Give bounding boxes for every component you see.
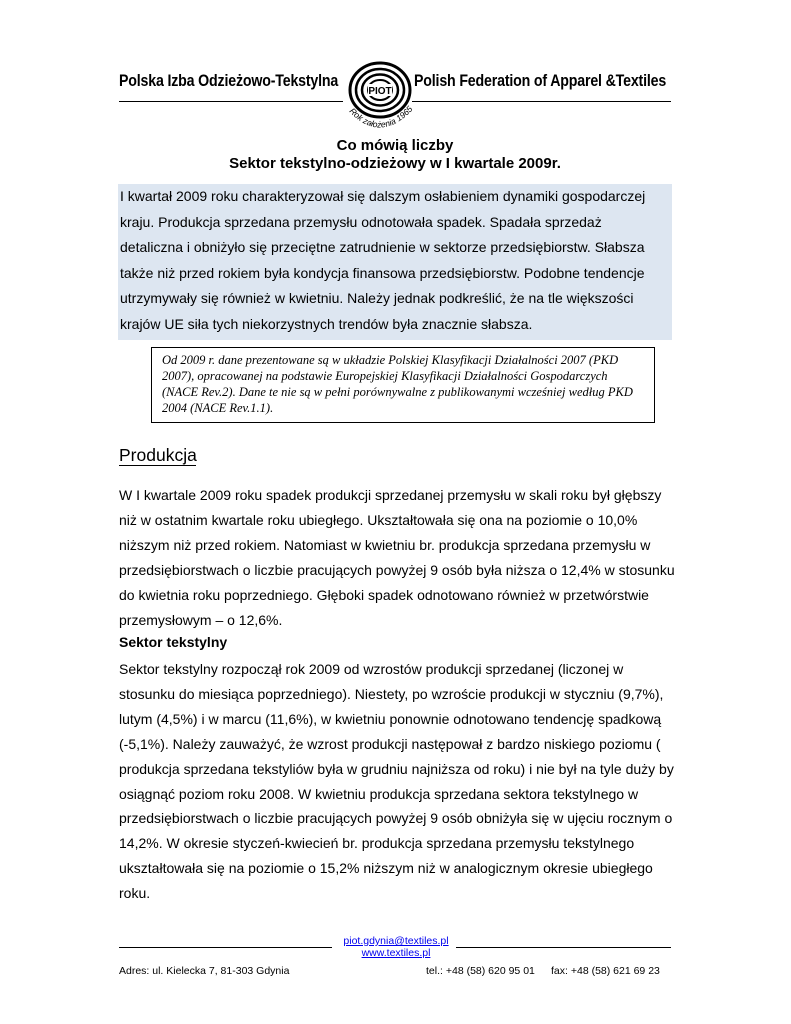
subheading-sektor-tekstylny: Sektor tekstylny (119, 634, 228, 650)
page-subtitle: Sektor tekstylno-odzieżowy w I kwartale 2009r. (229, 155, 561, 172)
section-heading-produkcja: Produkcja (119, 445, 197, 465)
methodology-note (151, 347, 655, 423)
header-rule-left (119, 101, 343, 102)
piot-logo (336, 56, 424, 144)
footer-website-link[interactable]: www.textiles.pl (361, 947, 431, 959)
footer-address: Adres: ul. Kielecka 7, 81-303 Gdynia (119, 965, 290, 977)
produkcja-paragraph: W I kwartale 2009 roku spadek produkcji sprzedanej przemysłu w skali roku był głębszy niż w ostatnim kwartale roku ubiegłego. Ukształtowała się ona na poziomie o 10,0% niższym niż przed rokiem. Natomiast w kwietniu br. produkcja sprzedana przemysłu w przedsiębiorstwach o liczbie pracujących powyżej 9 osób była niższa o 12,4% w stosunku do kwietnia roku poprzedniego. Głęboki spadek odnotowano również w przetwórstwie przemysłowym – o 12,6%. (119, 487, 675, 628)
summary-box (118, 184, 672, 340)
header-rule-right (412, 101, 671, 102)
footer-email-link[interactable]: piot.gdynia@textiles.pl (343, 935, 449, 947)
page-title: Co mówią liczby (336, 137, 454, 154)
header-right-org: Polish Federation of Apparel &Textiles (414, 72, 667, 90)
logo-caption: Rok założenia 1965 (347, 103, 415, 130)
sektor-tekstylny-paragraph: Sektor tekstylny rozpoczął rok 2009 od wzrostów produkcji sprzedanej (liczonej w stosunku do miesiąca poprzedniego). Niestety, po wzroście produkcji w styczniu (9,7%), lutym (4,5%) i w marcu (11,6%), w kwietniu ponownie odnotowano tendencję spadkową (-5,1%). Należy zauważyć, że wzrost produkcji następował z bardzo niskiego poziomu ( produkcja sprzedana tekstyliów była w grudniu najniższa od roku) i nie był na tyle duży by osiągnąć poziom roku 2008. W kwietniu produkcja sprzedana sektora tekstylnego w przedsiębiorstwach o liczbie pracujących powyżej 9 osób obniżyła się w ujęciu rocznym o 14,2%. W okresie styczeń-kwiecień br. produkcja sprzedana przemysłu tekstylnego ukształtowała się na poziomie o 15,2% niższym niż w analogicznym okresie ubiegłego roku. (119, 661, 674, 902)
piot-logo-graphic (336, 56, 424, 144)
methodology-note-text: Od 2009 r. dane prezentowane są w układzie Polskiej Klasyfikacji Działalności 2007 (PKD 2007), opracowanej na podstawie Europejskiej Klasyfikacji Działalności Gospodarczych (NACE Rev.2). Dane te nie są w pełni porównywalne z publikowanymi wcześniej według PKD 2004 (NACE Rev.1.1). (162, 353, 633, 415)
section-heading-underline (119, 465, 196, 466)
footer-rule-left (119, 947, 332, 948)
summary-text: I kwartał 2009 roku charakteryzował się dalszym osłabieniem dynamiki gospodarczej kraju. Produkcja sprzedana przemysłu odnotowała spadek. Spadała sprzedaż detaliczna i obniżyło się przeciętne zatrudnienie w sektorze przedsiębiorstw. Słabsza także niż przed rokiem była kondycja finansowa przedsiębiorstw. Podobne tendencje utrzymywały się również w kwietniu. Należy jednak podkreślić, że na tle większości krajów UE siła tych niekorzystnych trendów była znacznie słabsza. (120, 188, 646, 332)
footer-rule-right (456, 947, 671, 948)
header-left-org: Polska Izba Odzieżowo-Tekstylna (119, 72, 339, 90)
footer-phone: tel.: +48 (58) 620 95 01 (426, 965, 535, 977)
footer-fax: fax: +48 (58) 621 69 23 (551, 965, 660, 977)
logo-mark-text: PIOT (368, 86, 392, 97)
